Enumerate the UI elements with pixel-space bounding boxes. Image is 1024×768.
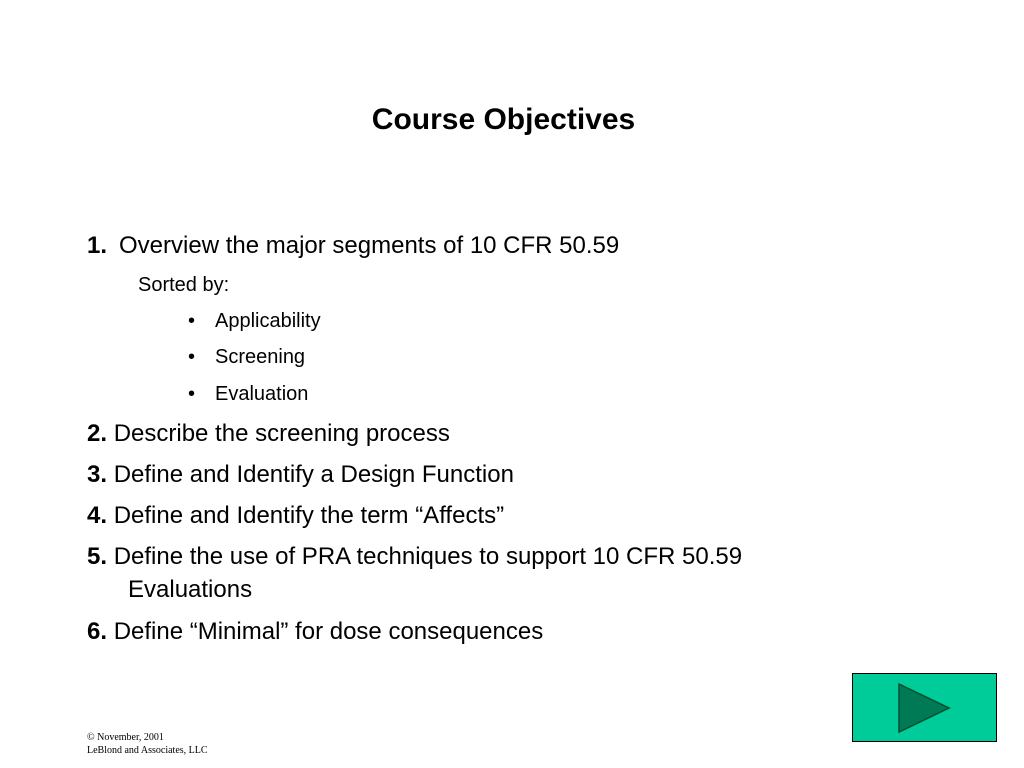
objective-6-text: Define “Minimal” for dose consequences — [113, 618, 544, 645]
objective-6 — [87, 615, 543, 649]
footer-copyright: © November, 2001 — [87, 732, 164, 743]
bullet-icon: • — [188, 383, 196, 405]
objective-4-number: 4. — [87, 502, 108, 529]
slide-title: Course Objectives — [371, 103, 636, 136]
objective-5-number: 5. — [87, 543, 108, 570]
objective-4 — [87, 499, 504, 533]
play-triangle-icon — [897, 682, 953, 734]
bullet-item-label: Screening — [215, 346, 306, 368]
objective-3-number: 3. — [87, 461, 108, 488]
bullet-icon: • — [188, 346, 196, 368]
bullet-icon: • — [188, 310, 196, 332]
bullet-item-evaluation — [188, 379, 308, 409]
footer-company: LeBlond and Associates, LLC — [87, 745, 208, 756]
next-slide-button[interactable] — [852, 673, 997, 742]
objective-2-text: Describe the screening process — [113, 420, 450, 447]
objective-2 — [87, 417, 450, 451]
objective-5 — [87, 540, 742, 574]
bullet-item-applicability — [188, 306, 321, 336]
objective-5-continuation: Evaluations — [128, 576, 253, 603]
objective-3 — [87, 458, 514, 492]
objective-5-text: Define the use of PRA techniques to support 10 CFR 50.59 — [113, 543, 743, 570]
objective-6-number: 6. — [87, 618, 108, 645]
objective-1-text: Overview the major segments of 10 CFR 50.59 — [119, 232, 620, 259]
objective-3-text: Define and Identify a Design Function — [113, 461, 514, 488]
bullet-item-screening — [188, 342, 305, 372]
bullet-item-label: Evaluation — [215, 383, 309, 405]
objective-1 — [87, 229, 619, 263]
objective-4-text: Define and Identify the term “Affects” — [113, 502, 505, 529]
objective-2-number: 2. — [87, 420, 108, 447]
sorted-by-label: Sorted by: — [138, 274, 230, 296]
footer — [87, 731, 208, 757]
bullet-item-label: Applicability — [215, 310, 321, 332]
objective-1-number: 1. — [87, 232, 108, 259]
